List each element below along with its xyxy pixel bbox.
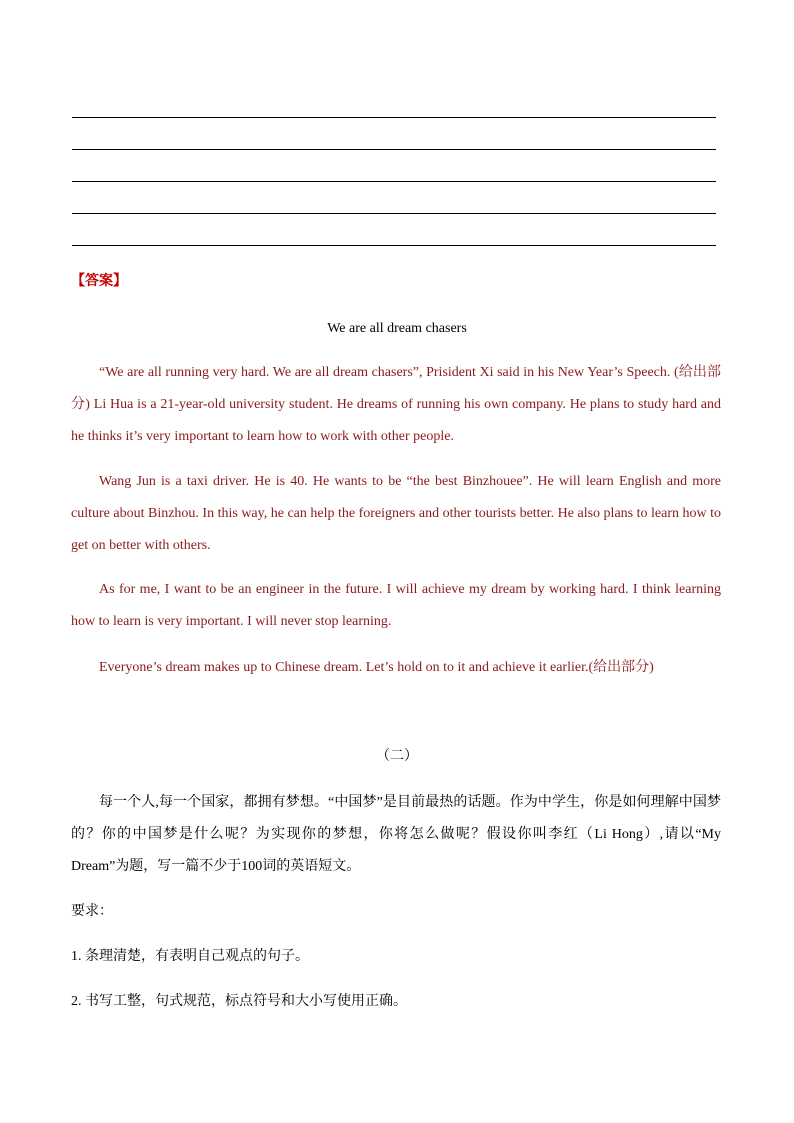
task-prompt: 每一个人,每一个国家，都拥有梦想。“中国梦”是目前最热的话题。作为中学生，你是如何理解中国梦的？你的中国梦是什么呢？为实现你的梦想，你将怎么做呢？假设你叫李红（Li Hong）,请以“My Dream”为题，写一篇不少于100词的英语短文。	[71, 795, 721, 874]
essay-paragraph: Everyone’s dream makes up to Chinese dream. Let’s hold on to it and achieve it earlier.(给出部分)	[99, 660, 654, 675]
writing-line	[72, 213, 716, 214]
section-number: （二）	[376, 749, 418, 764]
essay-paragraph: As for me, I want to be an engineer in the future. I will achieve my dream by working hard. I think learning how to learn is very important. I will never stop learning.	[71, 582, 721, 629]
writing-line	[72, 181, 716, 182]
writing-line	[72, 149, 716, 150]
writing-line	[72, 245, 716, 246]
requirement-item: 1. 条理清楚，有表明自己观点的句子。	[71, 949, 309, 964]
essay-title: We are all dream chasers	[327, 321, 467, 336]
requirements-label: 要求：	[71, 904, 113, 919]
answer-label: 【答案】	[71, 274, 127, 289]
requirement-item: 2. 书写工整，句式规范，标点符号和大小写使用正确。	[71, 994, 407, 1009]
writing-line	[72, 117, 716, 118]
essay-paragraph: “We are all running very hard. We are all dream chasers”, Prisident Xi said in his New Year’s Speech. (给出部分) Li Hua is a 21-year-old university student. He dreams of running his own company. He plans to study hard and he thinks it’s very important to learn how to work with other people.	[71, 365, 721, 444]
essay-paragraph: Wang Jun is a taxi driver. He is 40. He wants to be “the best Binzhouee”. He will learn English and more culture about Binzhou. In this way, he can help the foreigners and other tourists better. He also plans to learn how to get on better with others.	[71, 474, 721, 553]
